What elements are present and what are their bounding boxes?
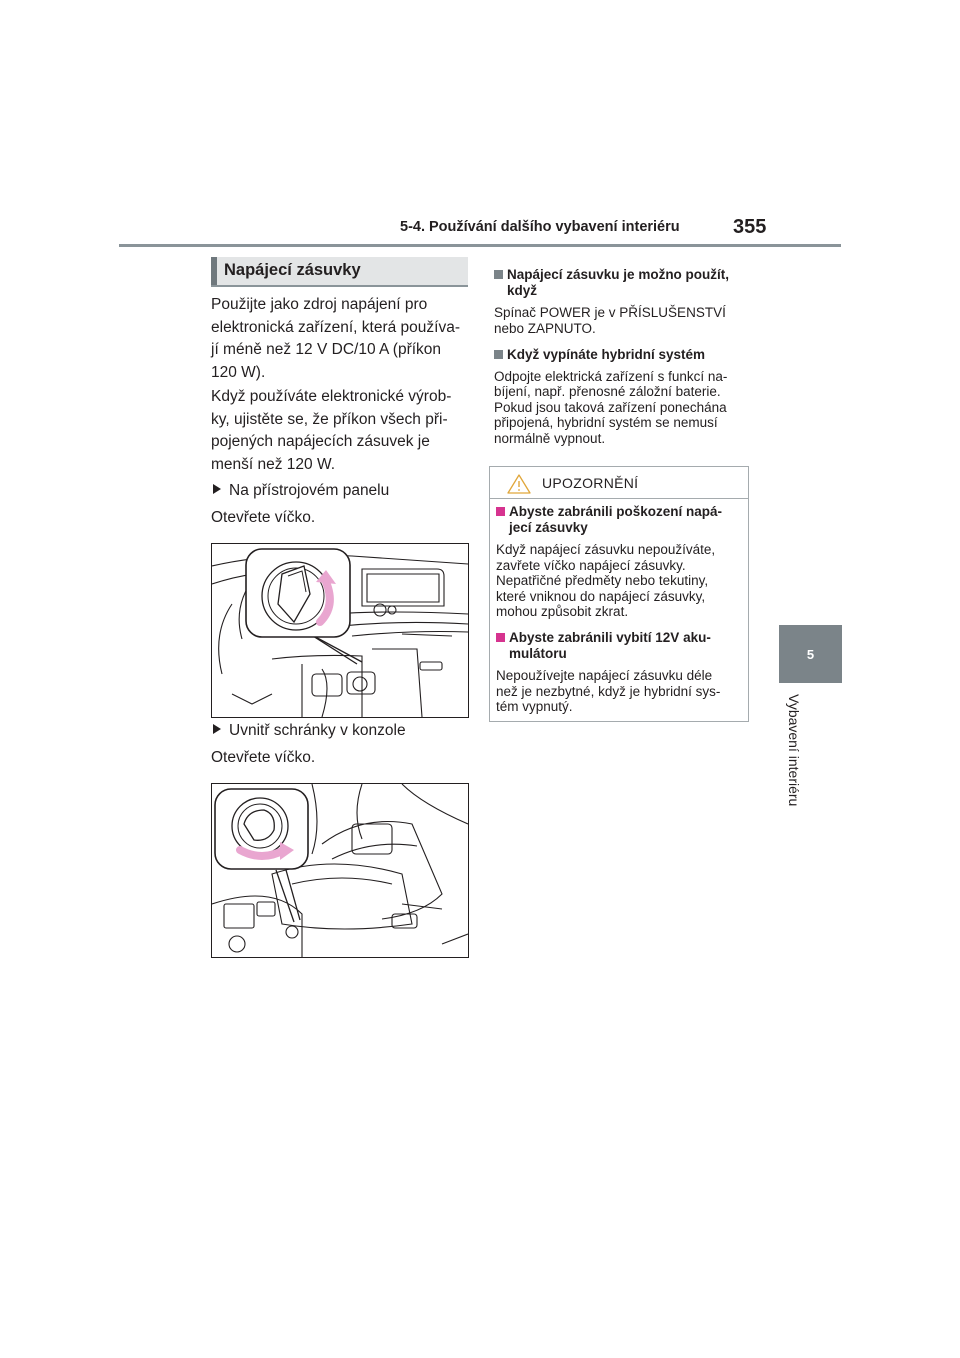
- caution-heading-line: jecí zásuvky: [509, 519, 588, 535]
- chapter-title: Vybavení interiéru: [786, 694, 802, 807]
- figure-console-box-outlet: [211, 783, 469, 958]
- caution-item-outlet-damage: [496, 504, 746, 620]
- intro-paragraph: [211, 294, 460, 384]
- square-marker-icon: [496, 633, 505, 642]
- hybrid-heading-line: Když vypínáte hybridní systém: [507, 347, 706, 362]
- caution-text-line: Když napájecí zásuvku nepoužíváte,: [496, 542, 716, 557]
- note-line: ky, ujistěte se, že příkon všech při-: [211, 410, 448, 428]
- bullet-triangle-icon: [213, 484, 221, 494]
- usage-heading-line: když: [507, 282, 538, 298]
- caution-text-line: které vniknou do napájecí zásuvky,: [496, 588, 706, 604]
- note-line: pojených napájecích zásuvek je: [211, 433, 430, 450]
- hybrid-off-block: [494, 347, 749, 446]
- hybrid-text-line: Pokud jsou taková zařízení ponechána: [494, 399, 727, 415]
- caution-heading-line: mulátoru: [509, 645, 567, 661]
- caution-text-line: Nepoužívejte napájecí zásuvku déle: [496, 668, 713, 683]
- page-number: 355: [733, 216, 767, 238]
- intro-line: 120 W).: [211, 363, 266, 381]
- caution-text-line: tém vypnutý.: [496, 699, 573, 714]
- figure-instrument-panel-outlet: [211, 543, 469, 718]
- console-illustration: [212, 784, 468, 957]
- caution-text-line: zavřete víčko napájecí zásuvky.: [496, 557, 686, 573]
- caution-item-heading: [496, 630, 746, 661]
- usage-condition-text: [494, 305, 749, 336]
- intro-line: jí méně než 12 V DC/10 A (příkon: [211, 341, 442, 358]
- warning-icon: [507, 474, 531, 494]
- item2-label: Uvnitř schránky v konzole: [229, 722, 406, 739]
- caution-box: [489, 466, 749, 722]
- square-marker-icon: [494, 350, 503, 359]
- hybrid-text-line: připojená, hybridní systém se nemusí: [494, 415, 718, 430]
- header-rule: [119, 244, 841, 247]
- caution-heading-line: Abyste zabránili poškození napá-: [509, 504, 723, 519]
- hybrid-text-line: normálně vypnout.: [494, 430, 606, 446]
- hybrid-off-text: [494, 369, 749, 447]
- caution-text-line: Nepatřičné předměty nebo tekutiny,: [496, 573, 709, 588]
- usage-text-line: nebo ZAPNUTO.: [494, 320, 596, 336]
- item2-instruction: Otevřete víčko.: [211, 749, 316, 766]
- caution-item-heading: [496, 504, 746, 535]
- item1-bullet: [213, 482, 389, 500]
- square-marker-icon: [494, 270, 503, 279]
- caution-heading-line: Abyste zabránili vybití 12V aku-: [509, 630, 711, 645]
- item1-instruction: Otevřete víčko.: [211, 509, 316, 526]
- hybrid-text-line: bíjení, např. přenosné záložní baterie.: [494, 384, 721, 399]
- header-section-title: 5-4. Používání dalšího vybavení interiéru: [400, 219, 680, 235]
- hybrid-off-heading: [494, 347, 749, 363]
- section-heading: [211, 257, 468, 287]
- section-heading-text: Napájecí zásuvky: [224, 261, 361, 279]
- dashboard-illustration: [212, 544, 468, 717]
- usage-heading-line: Napájecí zásuvku je možno použít,: [507, 267, 730, 282]
- caution-header: [490, 467, 748, 499]
- caution-item-battery-drain: [496, 630, 746, 715]
- hybrid-text-line: Odpojte elektrická zařízení s funkcí na-: [494, 368, 728, 384]
- square-marker-icon: [496, 507, 505, 516]
- note-line: menší než 120 W.: [211, 455, 336, 473]
- caution-item-text: [496, 668, 746, 715]
- zoom-callout: [246, 549, 362, 664]
- bullet-triangle-icon: [213, 724, 221, 734]
- usage-text-line: Spínač POWER je v PŘÍSLUŠENSTVÍ: [494, 305, 726, 320]
- usage-condition-block: [494, 267, 749, 336]
- caution-title: UPOZORNĚNÍ: [542, 475, 639, 491]
- item2-bullet: [213, 722, 406, 740]
- usage-condition-heading: [494, 267, 749, 298]
- note-paragraph: [211, 386, 451, 476]
- intro-line: Použijte jako zdroj napájení pro: [211, 296, 428, 313]
- chapter-tab: 5: [779, 625, 842, 683]
- heading-bar: [211, 257, 217, 285]
- item1-label: Na přístrojovém panelu: [229, 482, 390, 499]
- caution-text-line: mohou způsobit zkrat.: [496, 604, 629, 619]
- intro-line: elektronická zařízení, která používa-: [211, 318, 460, 336]
- note-line: Když používáte elektronické výrob-: [211, 388, 452, 405]
- caution-text-line: než je nezbytné, když je hybridní sys-: [496, 683, 721, 699]
- caution-item-text: [496, 542, 746, 620]
